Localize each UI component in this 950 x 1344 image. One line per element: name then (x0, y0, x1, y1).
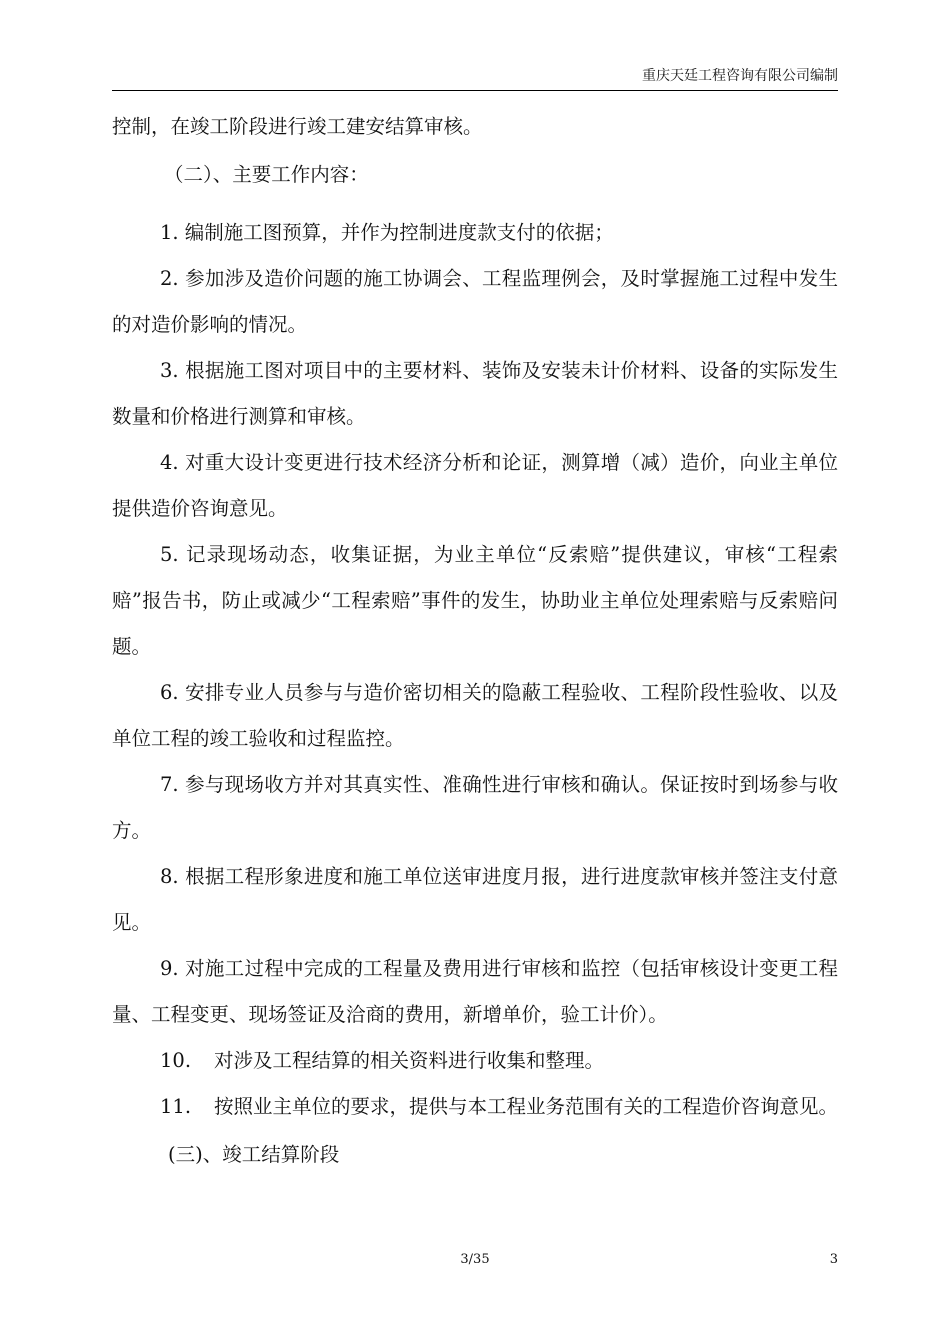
list-item-10-text: 对涉及工程结算的相关资料进行收集和整理。 (214, 1049, 605, 1072)
list-item-10 (112, 1038, 838, 1084)
paragraph-continuation: 控制，在竣工阶段进行竣工建安结算审核。 (112, 115, 483, 138)
header-rule (112, 90, 838, 91)
section-heading-final-settlement: (三)、竣工结算阶段 (168, 1143, 340, 1166)
list-item-6: 6. 安排专业人员参与与造价密切相关的隐蔽工程验收、工程阶段性验收、以及单位工程的竣工验收和过程监控。 (112, 681, 838, 750)
document-body (112, 104, 838, 1178)
page-header-company: 重庆天廷工程咨询有限公司编制 (642, 68, 838, 84)
section-heading-main-work: （二）、主要工作内容： (164, 163, 369, 186)
page-of-total: 3/35 (460, 1252, 490, 1267)
page-number: 3 (829, 1252, 838, 1267)
list-item-3: 3. 根据施工图对项目中的主要材料、装饰及安装未计价材料、设备的实际发生数量和价格进行测算和审核。 (112, 359, 838, 428)
list-item-9: 9. 对施工过程中完成的工程量及费用进行审核和监控（包括审核设计变更工程量、工程变更、现场签证及洽商的费用，新增单价，验工计价）。 (112, 957, 838, 1026)
list-item-4: 4. 对重大设计变更进行技术经济分析和论证，测算增（减）造价，向业主单位提供造价咨询意见。 (112, 451, 838, 520)
list-item-8: 8. 根据工程形象进度和施工单位送审进度月报，进行进度款审核并签注支付意见。 (112, 865, 838, 934)
list-item-7: 7. 参与现场收方并对其真实性、准确性进行审核和确认。保证按时到场参与收方。 (112, 773, 838, 842)
list-item-1: 1. 编制施工图预算，并作为控制进度款支付的依据； (160, 221, 614, 244)
list-item-5: 5. 记录现场动态，收集证据，为业主单位“反索赔”提供建议，审核“工程索赔”报告书，防止或减少“工程索赔”事件的发生，协助业主单位处理索赔与反索赔问题。 (112, 543, 838, 658)
list-item-11-text: 按照业主单位的要求，提供与本工程业务范围有关的工程造价咨询意见。 (214, 1095, 839, 1118)
list-item-11 (112, 1084, 838, 1130)
list-item-10-number: 10. (160, 1049, 192, 1072)
list-item-11-number: 11. (160, 1095, 192, 1118)
list-item-2: 2. 参加涉及造价问题的施工协调会、工程监理例会，及时掌握施工过程中发生的对造价影响的情况。 (112, 267, 838, 336)
